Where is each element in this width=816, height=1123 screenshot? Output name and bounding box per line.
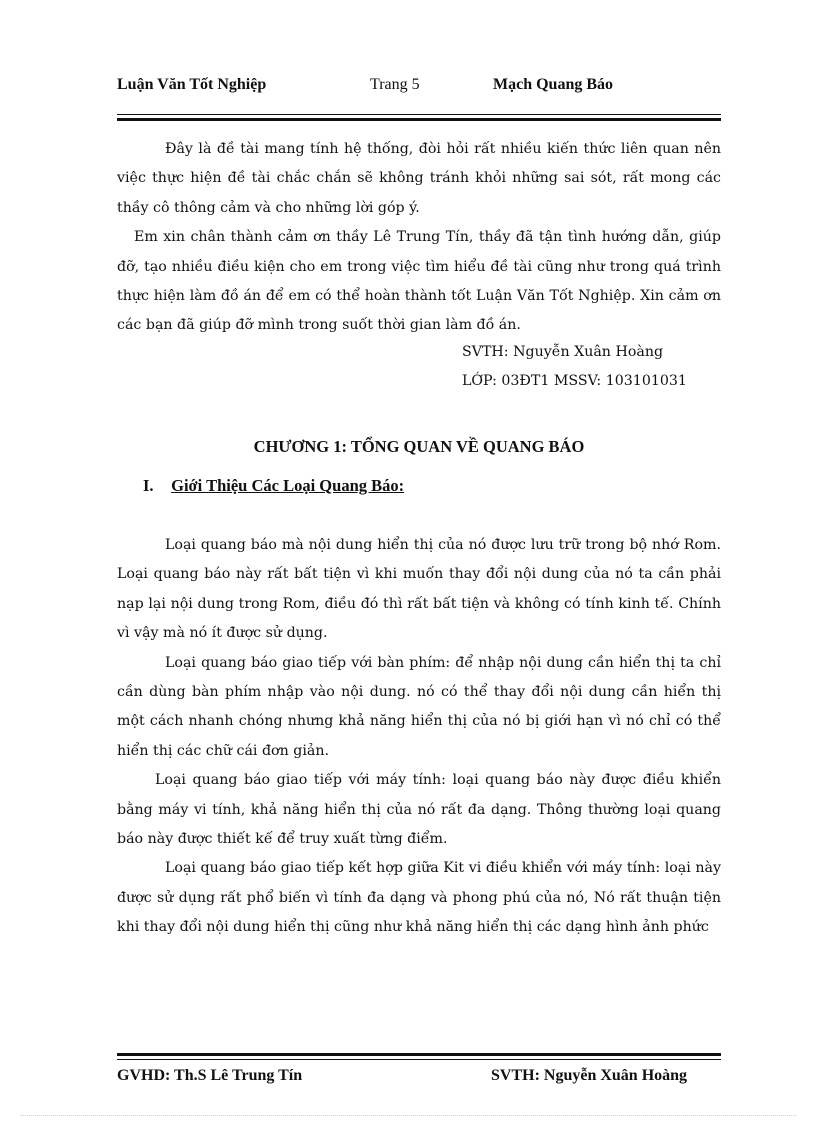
body-paragraph: Loại quang báo giao tiếp với bàn phím: để nhập nội dung cần hiển thị ta chỉ cần dùng bàn phím nhập vào nội dung. nó có thể thay đổi nội dung cần hiển thị một cách nhanh chóng nhưng khả năng hiển thị của nó bị giới hạn vì nó chỉ có thể hiển thị các chữ cái đơn giản. xyxy=(117,654,721,759)
signature-name: SVTH: Nguyễn Xuân Hoàng xyxy=(462,344,664,360)
body-paragraph: Loại quang báo giao tiếp kết hợp giữa Kit vi điều khiển với máy tính: loại này được sử dụng rất phổ biến vì tính đa dạng và phong phú của nó, Nó rất thuận tiện khi thay đổi nội dung hiển thị cũng như khả năng hiển thị các dạng hình ảnh phức xyxy=(117,860,721,936)
header-topic: Mạch Quang Báo xyxy=(493,76,614,93)
page-bottom-divider xyxy=(20,1115,796,1116)
intro-paragraph: Đây là đề tài mang tính hệ thống, đòi hỏi rất nhiều kiến thức liên quan nên việc thực hiện đề tài chắc chắn sẽ không tránh khỏi những sai sót, rất mong các thầy cô thông cảm và cho những lời góp ý. xyxy=(117,141,721,216)
header-page-number: Trang 5 xyxy=(370,76,420,93)
footer-advisor: GVHD: Th.S Lê Trung Tín xyxy=(117,1067,303,1084)
section-title: Giới Thiệu Các Loại Quang Báo: xyxy=(171,476,405,495)
acknowledgement-paragraph: Em xin chân thành cảm ơn thầy Lê Trung Tín, thầy đã tận tình hướng dẫn, giúp đỡ, tạo nhiều điều kiện cho em trong việc tìm hiểu đề tài cũng như trong quá trình thực hiện làm đồ án để em có thể hoàn thành tốt Luận Văn Tốt Nghiệp. Xin cảm ơn các bạn đã giúp đỡ mình trong suốt thời gian làm đồ án. xyxy=(117,229,721,334)
intro-block xyxy=(117,135,721,341)
section-number: I. xyxy=(143,476,154,495)
chapter-title: CHƯƠNG 1: TỔNG QUAN VỀ QUANG BÁO xyxy=(253,437,585,456)
signature-class-id: LỚP: 03ĐT1 MSSV: 103101031 xyxy=(462,373,687,389)
body-paragraph: Loại quang báo giao tiếp với máy tính: loại quang báo này được điều khiển bằng máy vi tính, khả năng hiển thị của nó rất đa dạng. Thông thường loại quang báo này được thiết kế để truy xuất từng điểm. xyxy=(117,772,721,848)
body-paragraph: Loại quang báo mà nội dung hiển thị của nó được lưu trữ trong bộ nhớ Rom. Loại quang báo này rất bất tiện vì khi muốn thay đổi nội dung của nó ta cần phải nạp lại nội dung trong Rom, điều đó thì rất bất tiện và không có tính kinh tế. Chính vì vậy mà nó ít được sử dụng. xyxy=(117,537,721,642)
footer-rule-thick xyxy=(117,1053,721,1056)
section-heading xyxy=(143,476,404,496)
footer-rule-thin xyxy=(117,1059,721,1060)
header-rule-thick xyxy=(117,118,721,121)
header-thesis-title: Luận Văn Tốt Nghiệp xyxy=(117,76,267,93)
footer-student: SVTH: Nguyễn Xuân Hoàng xyxy=(491,1067,688,1084)
header-rule-thin xyxy=(117,114,721,115)
body-block xyxy=(117,531,721,943)
